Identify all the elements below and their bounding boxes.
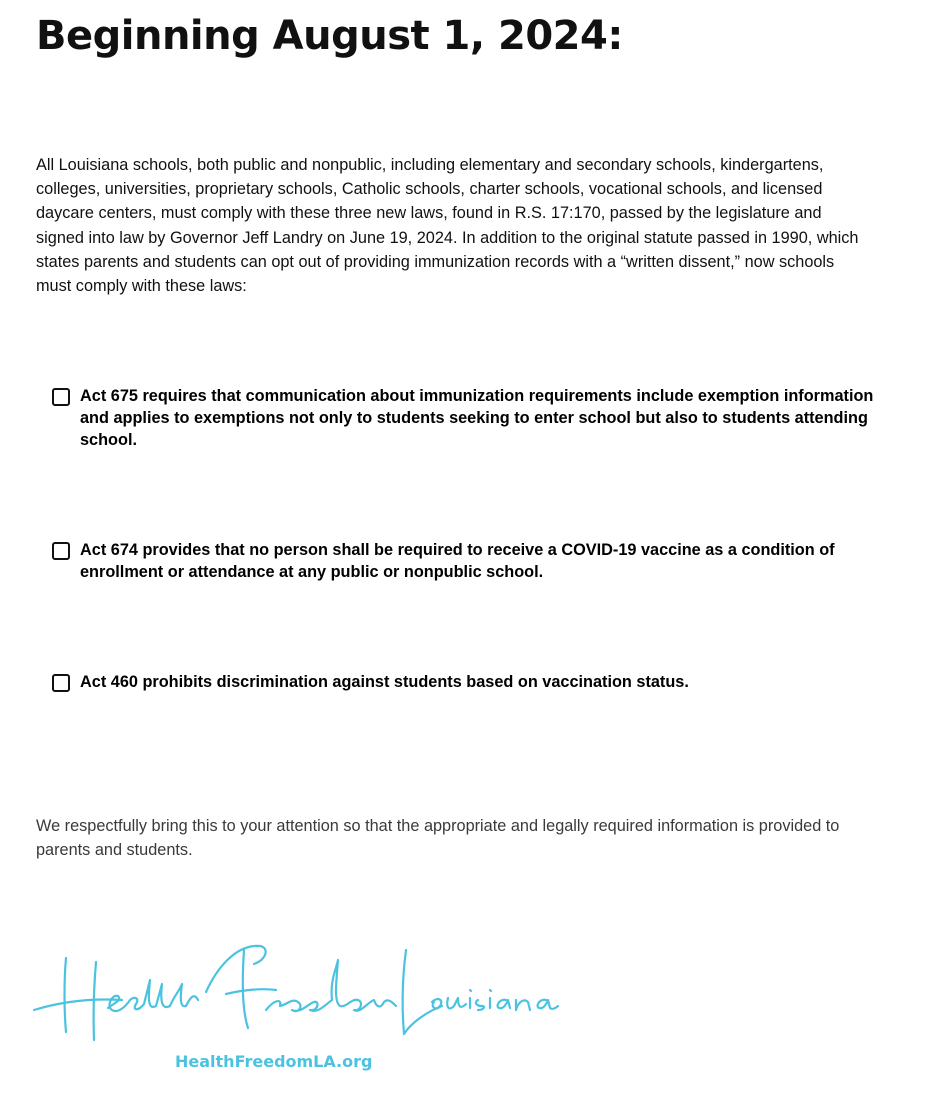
checkbox-act-675[interactable]: [52, 388, 70, 406]
closing-paragraph: We respectfully bring this to your attention so that the appropriate and legally required information is provided to parents and students.: [36, 817, 840, 859]
act-460-text: Act 460 prohibits discrimination against students based on vaccination status.: [80, 673, 689, 691]
act-item-675: [52, 385, 882, 451]
act-item-674: [52, 539, 882, 583]
page-title: Beginning August 1, 2024:: [36, 13, 623, 59]
checkbox-act-460[interactable]: [52, 674, 70, 692]
checkbox-act-674[interactable]: [52, 542, 70, 560]
act-item-460: [52, 671, 882, 693]
logo-signature-graphic: [30, 940, 570, 1050]
intro-paragraph: All Louisiana schools, both public and nonpublic, including elementary and secondary schools, kindergartens, colleges, universities, proprietary schools, Catholic schools, charter schools, vocational schools, and licensed daycare centers, must comply with these three new laws, found in R.S. 17:170, passed by the legislature and signed into law by Governor Jeff Landry on June 19, 2024. In addition to the original statute passed in 1990, which states parents and students can opt out of providing immunization records with a “written dissent,” now schools must comply with these laws:: [36, 156, 859, 296]
act-674-text: Act 674 provides that no person shall be required to receive a COVID-19 vaccine as a condition of enrollment or attendance at any public or nonpublic school.: [80, 541, 835, 581]
health-freedom-louisiana-logo: [30, 940, 570, 1050]
act-675-text: Act 675 requires that communication about immunization requirements include exemption information and applies to exemptions not only to students seeking to enter school but also to students attending school.: [80, 387, 874, 449]
website-link[interactable]: HealthFreedomLA.org: [175, 1052, 373, 1071]
